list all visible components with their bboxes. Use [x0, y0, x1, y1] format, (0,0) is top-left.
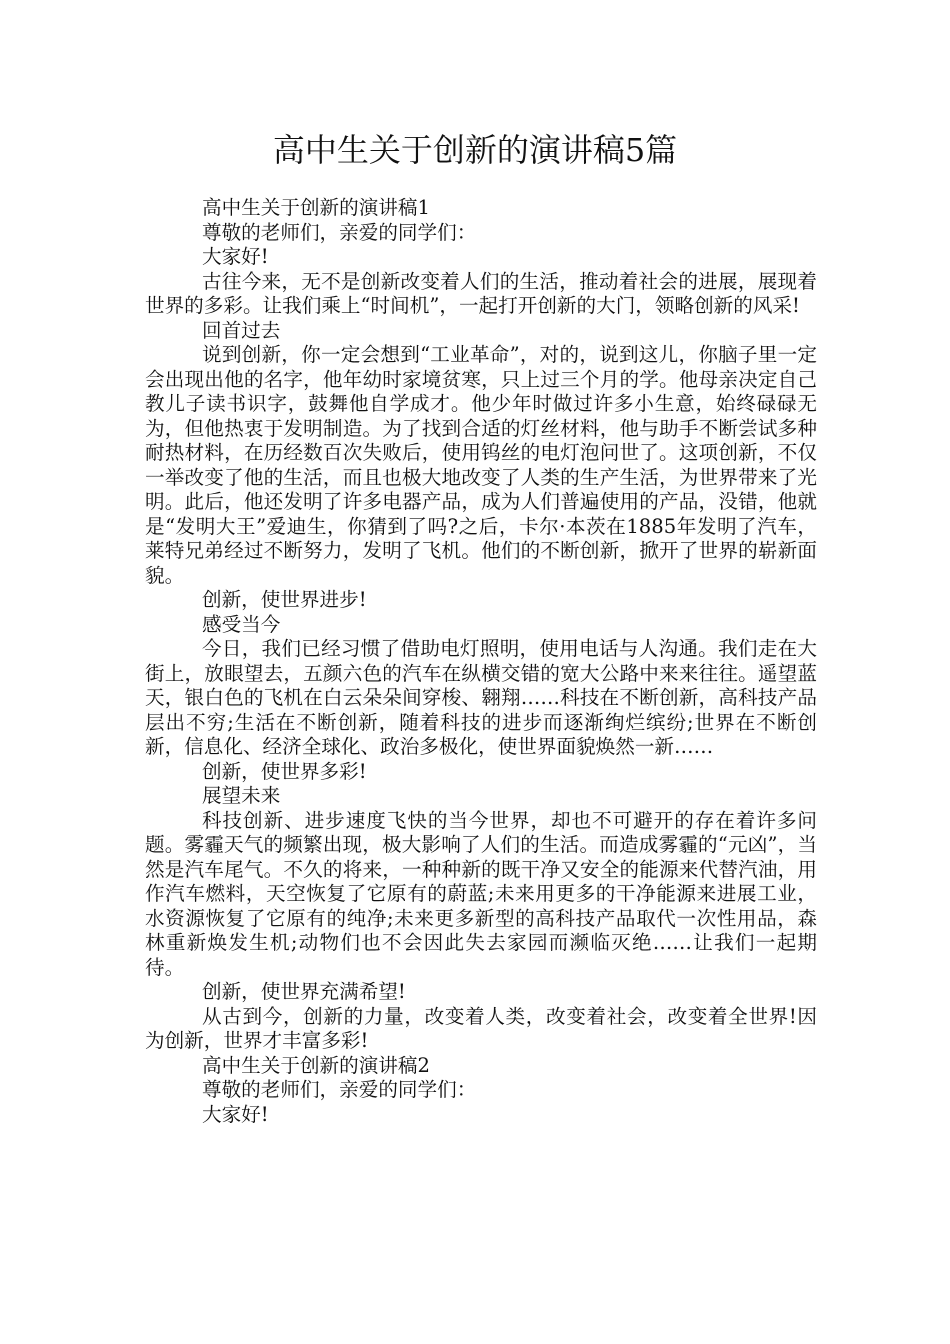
paragraph: 创新，使世界充满希望!	[202, 980, 406, 1003]
paragraph: 回首过去	[202, 318, 281, 342]
paragraph: 大家好!	[202, 1102, 269, 1126]
paragraph: 说到创新，你一定会想到“工业革命”，对的，说到这儿，你脑子里一定会出现出他的名字，他年幼时家境贫寒，只上过三个月的学。他母亲决定自己教儿子读书识字，鼓舞他自学成才。他少年时做过许多小生意，始终碌碌无为，但他热衷于发明制造。为了找到合适的灯丝材料，他与助手不断尝试多种耐热材料，在历经数百次失败后，使用钨丝的电灯泡问世了。这项创新，不仅一举改变了他的生活，而且也极大地改变了人类的生产生活，为世界带来了光明。此后，他还发明了许多电器产品，成为人们普遍使用的产品，没错，他就是“发明大王”爱迪生，你猜到了吗?之后，卡尔·本茨在1885年发明了汽车，莱特兄弟经过不断努力，发明了飞机。他们的不断创新，掀开了世界的崭新面貌。	[145, 343, 817, 587]
paragraph: 展望未来	[202, 784, 281, 807]
paragraph: 高中生关于创新的演讲稿1	[202, 196, 430, 219]
paragraph: 古往今来，无不是创新改变着人们的生活，推动着社会的进展，展现着世界的多彩。让我们乘上“时间机”，一起打开创新的大门，领略创新的风采!	[145, 269, 817, 317]
paragraph: 创新，使世界进步!	[202, 588, 367, 611]
paragraph: 尊敬的老师们，亲爱的同学们：	[202, 1078, 477, 1101]
document-body	[145, 196, 817, 1127]
paragraph: 感受当今	[202, 612, 281, 636]
document-title: 高中生关于创新的演讲稿5篇	[272, 131, 678, 169]
paragraph: 大家好!	[202, 245, 269, 268]
paragraph: 从古到今，创新的力量，改变着人类，改变着社会，改变着全世界!因为创新，世界才丰富多彩!	[145, 1004, 817, 1052]
paragraph: 科技创新、进步速度飞快的当今世界，却也不可避开的存在着许多问题。雾霾天气的频繁出现，极大影响了人们的生活。而造成雾霾的“元凶”，当然是汽车尾气。不久的将来，一种种新的既干净又安全的能源来代替汽油，用作汽车燃料，天空恢复了它原有的蔚蓝;未来用更多的干净能源来进展工业，水资源恢复了它原有的纯净;未来更多新型的高科技产品取代一次性用品，森林重新焕发生机;动物们也不会因此失去家园而濒临灭绝……让我们一起期待。	[145, 808, 817, 979]
paragraph: 今日，我们已经习惯了借助电灯照明，使用电话与人沟通。我们走在大街上，放眼望去，五颜六色的汽车在纵横交错的宽大公路中来来往往。遥望蓝天，银白色的飞机在白云朵朵间穿梭、翱翔……科技在不断创新，高科技产品层出不穷;生活在不断创新，随着科技的进步而逐渐绚烂缤纷;世界在不断创新，信息化、经济全球化、政治多极化，使世界面貌焕然一新……	[145, 637, 817, 758]
paragraph: 尊敬的老师们，亲爱的同学们：	[202, 220, 477, 244]
paragraph: 创新，使世界多彩!	[202, 759, 367, 783]
paragraph: 高中生关于创新的演讲稿2	[202, 1053, 430, 1077]
